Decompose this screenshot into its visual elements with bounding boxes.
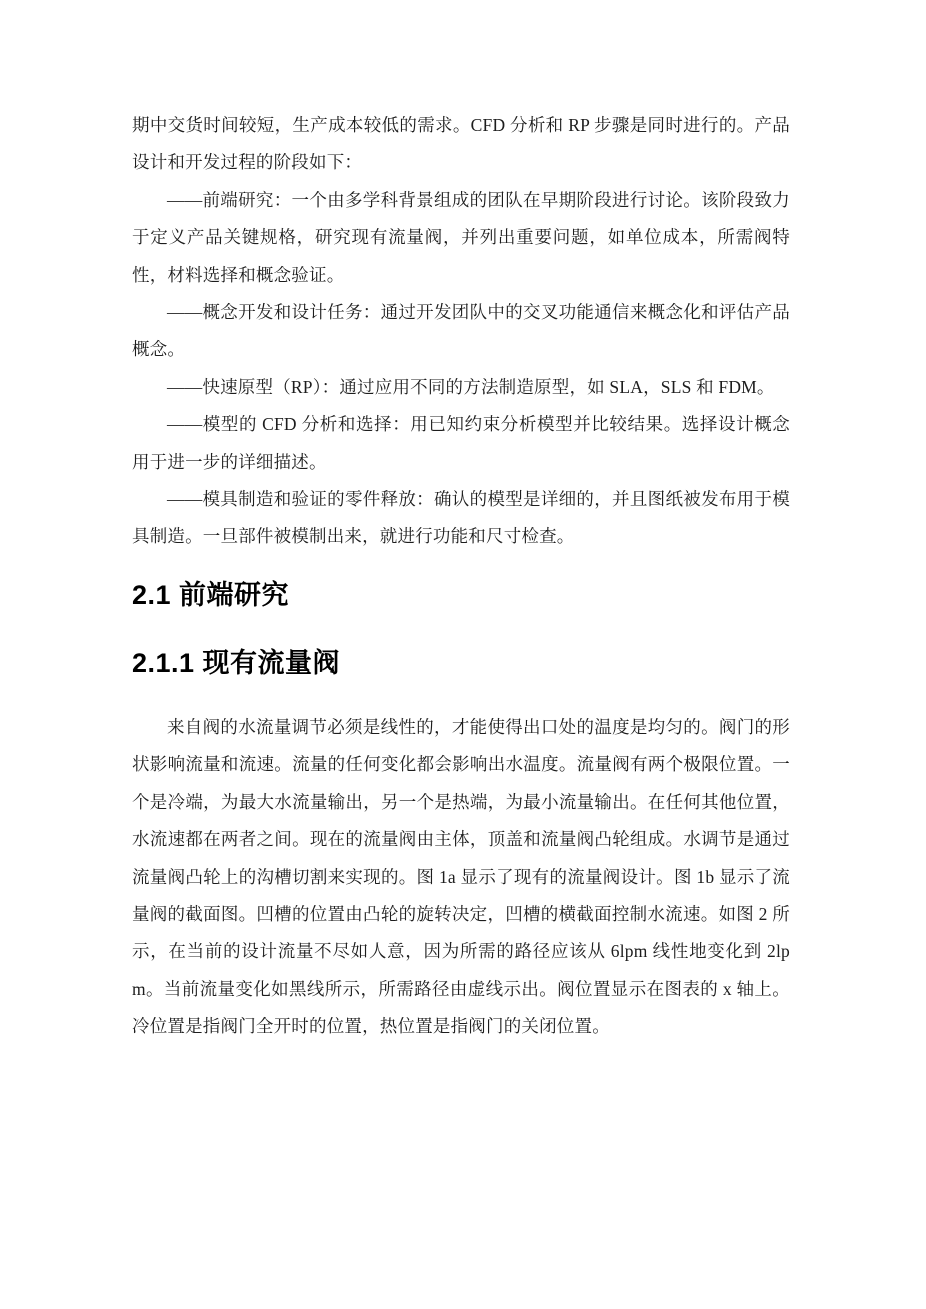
- stage-item-rapid-prototyping: ——快速原型（RP）：通过应用不同的方法制造原型，如 SLA，SLS 和 FDM。: [167, 376, 775, 397]
- stage-item-front-end-research: ——前端研究：一个由多学科背景组成的团队在早期阶段进行讨论。该阶段致力于定义产品关键规格，研究现有流量阀，并列出重要问题，如单位成本，所需阀特性，材料选择和概念验证。: [132, 189, 790, 285]
- section-heading-2-1: 2.1 前端研究: [132, 579, 290, 610]
- subsection-heading-2-1-1: 2.1.1 现有流量阀: [132, 647, 341, 678]
- stage-item-cfd-analysis-selection: ——模型的 CFD 分析和选择：用已知约束分析模型并比较结果。选择设计概念用于进一步的详细描述。: [132, 414, 790, 472]
- paragraph-existing-flow-valve: 来自阀的水流量调节必须是线性的，才能使得出口处的温度是均匀的。阀门的形状影响流量和流速。流量的任何变化都会影响出水温度。流量阀有两个极限位置。一个是冷端，为最大水流量输出，另一个是热端，为最小流量输出。在任何其他位置，水流速都在两者之间。现在的流量阀由主体，顶盖和流量阀凸轮组成。水调节是通过流量阀凸轮上的沟槽切割来实现的。图 1a 显示了现有的流量阀设计。图 1b 显示了流量阀的截面图。凹槽的位置由凸轮的旋转决定，凹槽的横截面控制水流速。如图 2 所示，在当前的设计流量不尽如人意，因为所需的路径应该从 6lpm 线性地变化到 2lpm。当前流量变化如黑线所示，所需路径由虚线示出。阀位置显示在图表的 x 轴上。冷位置是指阀门全开时的位置，热位置是指阀门的关闭位置。: [132, 716, 790, 1037]
- paragraph-intro: 期中交货时间较短，生产成本较低的需求。CFD 分析和 RP 步骤是同时进行的。产品设计和开发过程的阶段如下：: [132, 115, 790, 173]
- stage-item-tooling-release: ——模具制造和验证的零件释放：确认的模型是详细的，并且图纸被发布用于模具制造。一旦部件被模制出来，就进行功能和尺寸检查。: [132, 489, 790, 547]
- stage-item-concept-development: ——概念开发和设计任务：通过开发团队中的交叉功能通信来概念化和评估产品概念。: [132, 302, 790, 360]
